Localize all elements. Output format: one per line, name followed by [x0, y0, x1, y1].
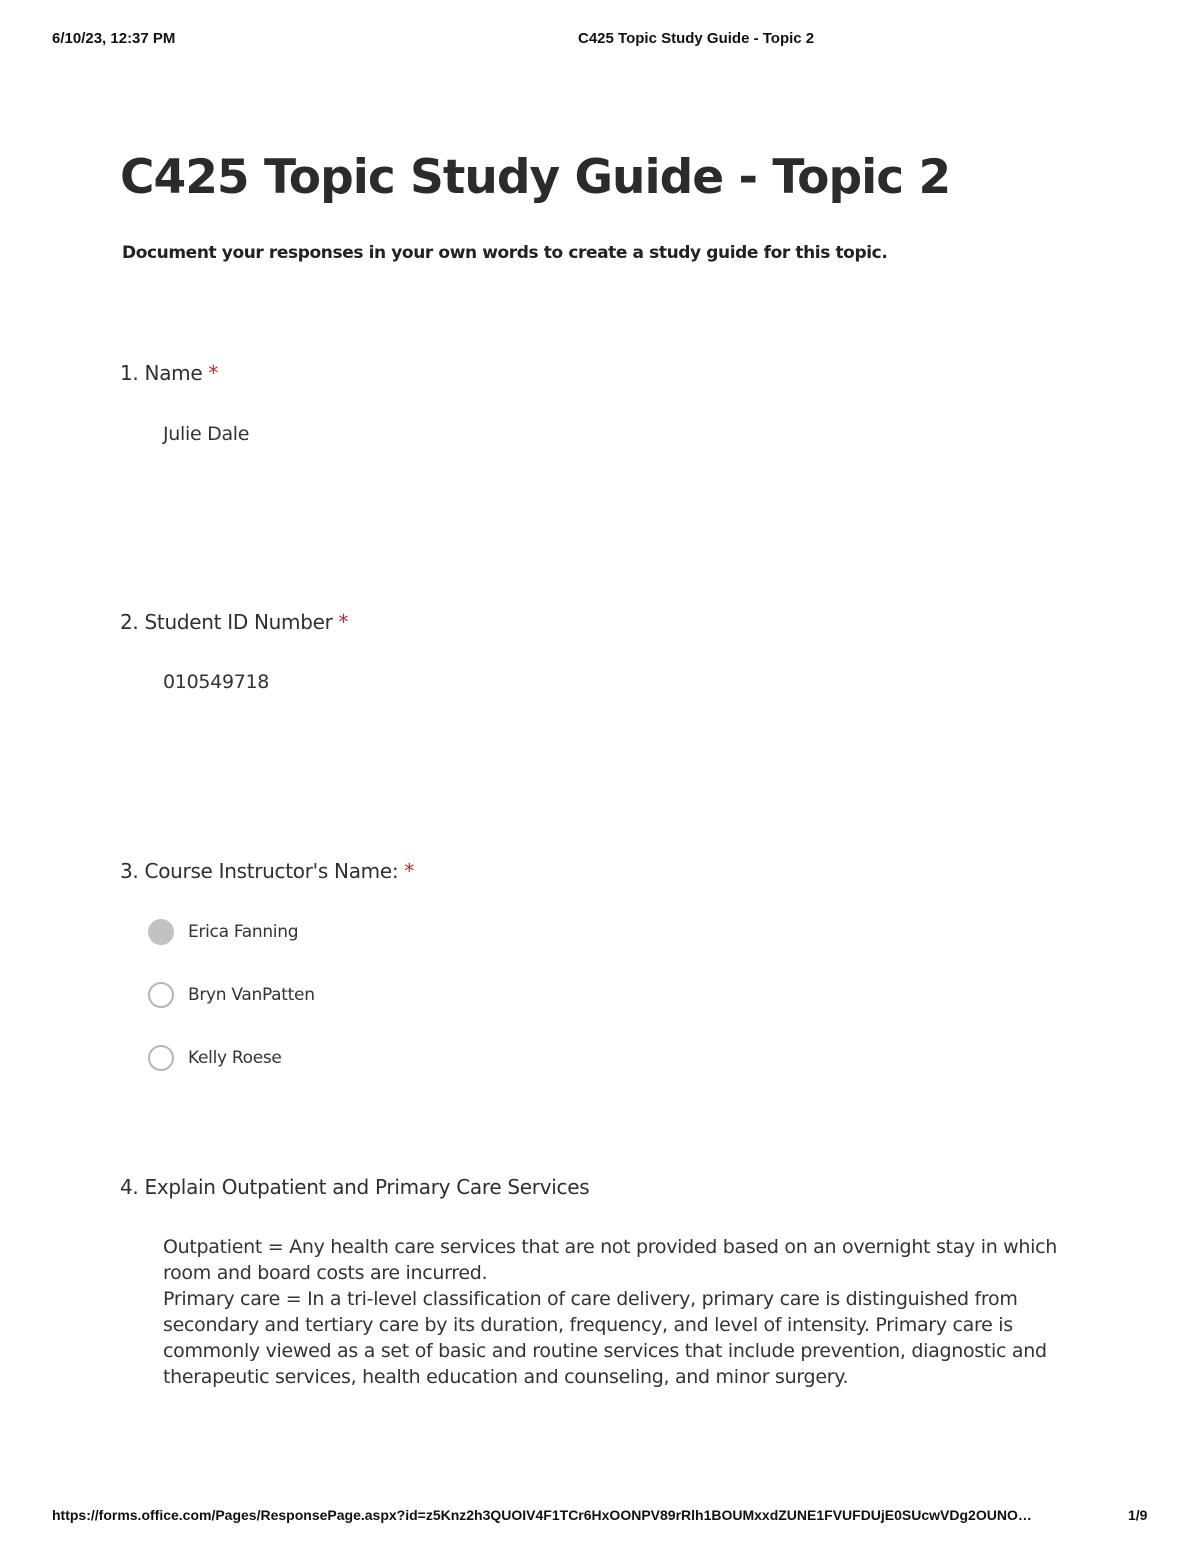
question-name: [120, 361, 218, 385]
student-id-answer: 010549718: [163, 671, 270, 693]
required-marker: *: [208, 361, 219, 385]
question-label: 2. Student ID Number: [120, 610, 333, 634]
question-label: 4. Explain Outpatient and Primary Care Services: [120, 1175, 590, 1199]
name-answer: Julie Dale: [163, 423, 250, 445]
radio-option-label: Kelly Roese: [188, 1048, 282, 1068]
answer-paragraph-outpatient: Outpatient = Any health care services that are not provided based on an overnight stay in which room and board costs are incurred.: [163, 1236, 1058, 1284]
radio-option-kelly-roese[interactable]: [148, 1043, 282, 1073]
question-outpatient-primary-care: [120, 1175, 589, 1199]
question-student-id: [120, 610, 348, 634]
form-title: C425 Topic Study Guide - Topic 2: [120, 150, 951, 205]
print-date: 6/10/23, 12:37 PM: [52, 30, 176, 47]
print-doc-title: C425 Topic Study Guide - Topic 2: [578, 30, 815, 47]
question-instructor: [120, 859, 414, 883]
radio-option-label: Bryn VanPatten: [188, 985, 315, 1005]
radio-option-bryn-vanpatten[interactable]: [148, 980, 315, 1010]
radio-unselected-icon[interactable]: [148, 1045, 174, 1071]
outpatient-primary-care-answer: [163, 1234, 1063, 1390]
radio-unselected-icon[interactable]: [148, 982, 174, 1008]
question-label: 3. Course Instructor's Name:: [120, 859, 399, 883]
question-label: 1. Name: [120, 361, 203, 385]
required-marker: *: [338, 610, 349, 634]
radio-option-erica-fanning[interactable]: [148, 917, 298, 947]
required-marker: *: [404, 859, 414, 883]
answer-paragraph-primary-care: Primary care = In a tri-level classification of care delivery, primary care is distinguished from secondary and tertiary care by its duration, frequency, and level of intensity. Primary care is commonly viewed as a set of basic and routine services that include prevention, diagnostic and therapeutic services, health education and counseling, and minor surgery.: [163, 1288, 1047, 1388]
radio-selected-icon[interactable]: [148, 919, 174, 945]
form-description: Document your responses in your own words to create a study guide for this topic.: [122, 243, 888, 263]
print-url: https://forms.office.com/Pages/ResponsePage.aspx?id=z5Knz2h3QUOIV4F1TCr6HxOONPV89rRlh1BOUMxxdZUNE1FVUFDUjE0SUcwVDg2OUNO…: [52, 1507, 1032, 1523]
radio-option-label: Erica Fanning: [188, 922, 299, 942]
print-page-number: 1/9: [1128, 1507, 1148, 1523]
